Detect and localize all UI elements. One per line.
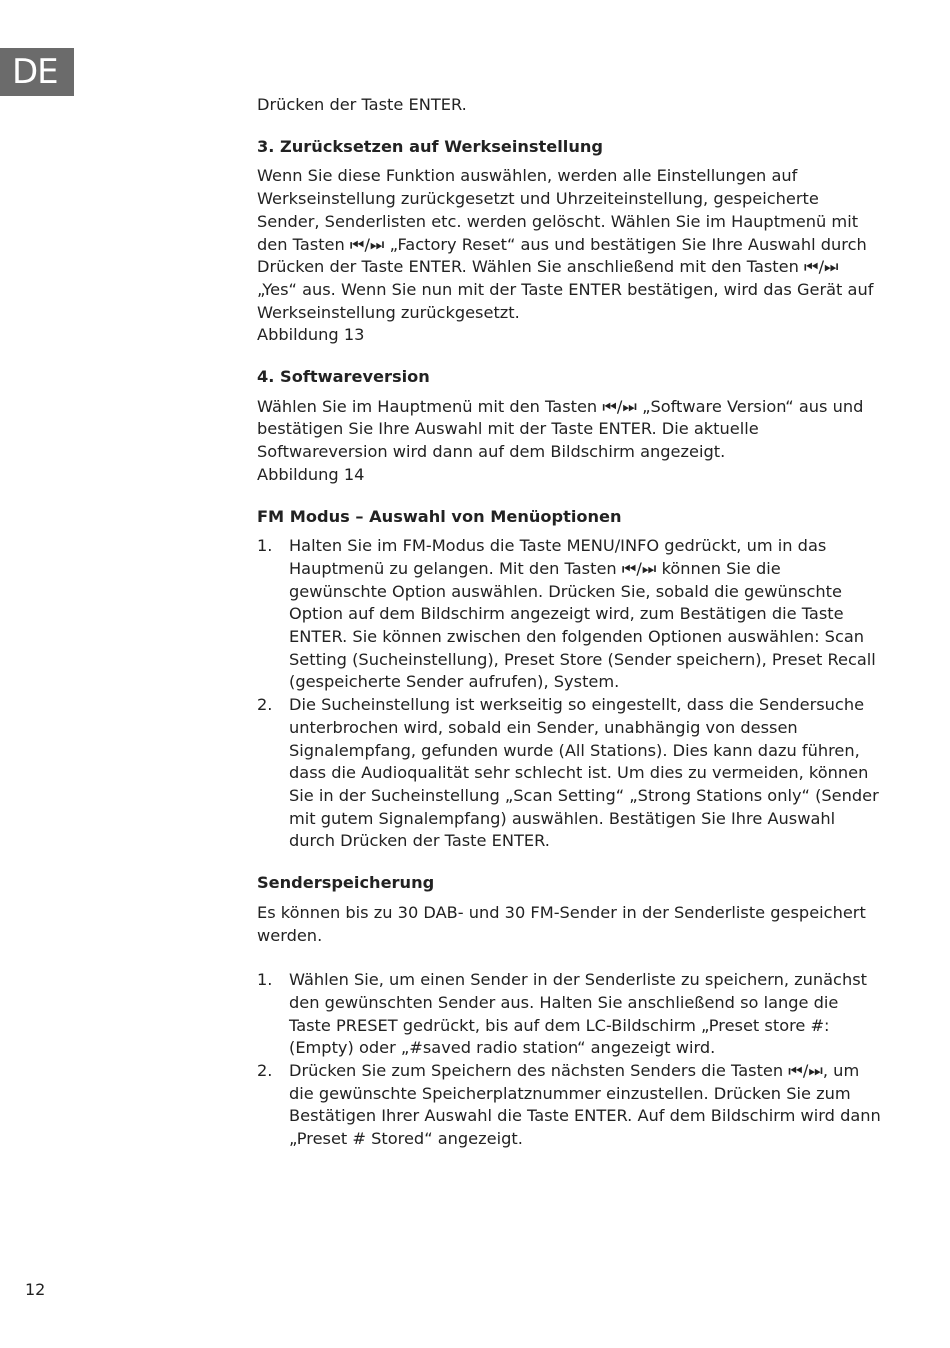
- list-item: [257, 694, 882, 853]
- section-3-body: Wenn Sie diese Funktion auswählen, werden alle Einstellungen auf Werkseinstellung zurückgesetzt und Uhrzeiteinstellung, gespeicherte Sender, Senderlisten etc. werden gelöscht. Wählen Sie im Hauptmenü mit den Tasten ⏮/⏭ „Factory Reset“ aus und bestätigen Sie Ihre Auswahl durch Drücken der Taste ENTER. Wählen Sie anschließend mit den Tasten ⏮/⏭ „Yes“ aus. Wenn Sie nun mit der Taste ENTER bestätigen, wird das Gerät auf Werkseinstellung zurückgesetzt.: [257, 166, 874, 322]
- language-tab: DE: [0, 48, 74, 96]
- fm-section-heading: FM Modus – Auswahl von Menüoptionen: [257, 506, 622, 526]
- list-item-text: Die Sucheinstellung ist werkseitig so eingestellt, dass die Sendersuche unterbrochen wird, sobald ein Sender, unabhängig von dessen Signalempfang, gefunden wurde (All Stations). Dies kann dazu führen, dass die Audioqualität sehr schlecht ist. Um dies zu vermeiden, können Sie in der Sucheinstellung „Scan Setting“ „Strong Stations only“ (Sender mit gutem Signalempfang) auswählen. Bestätigen Sie Ihre Auswahl durch Drücken der Taste ENTER.: [289, 695, 879, 851]
- preset-section-heading: Senderspeicherung: [257, 873, 435, 893]
- fm-steps-list: [257, 535, 882, 853]
- list-item: [257, 969, 882, 1060]
- section-3-heading: 3. Zurücksetzen auf Werkseinstellung: [257, 136, 603, 156]
- section-3-figure-ref: Abbildung 13: [257, 325, 365, 345]
- list-item-number: 1.: [257, 970, 273, 990]
- list-item: [257, 1060, 882, 1151]
- list-item-number: 2.: [257, 695, 273, 715]
- page-number: 12: [25, 1280, 46, 1299]
- intro-line: Drücken der Taste ENTER.: [257, 95, 467, 114]
- list-item: [257, 535, 882, 694]
- list-item-text: Drücken Sie zum Speichern des nächsten Senders die Tasten ⏮/⏭, um die gewünschte Speicherplatznummer einzustellen. Drücken Sie zum Bestätigen Ihrer Auswahl die Taste ENTER. Auf dem Bildschirm wird dann „Preset # Stored“ angezeigt.: [289, 1061, 881, 1149]
- section-4-heading: 4. Softwareversion: [257, 367, 430, 387]
- preset-steps-list: [257, 969, 882, 1151]
- list-item-text: Wählen Sie, um einen Sender in der Senderliste zu speichern, zunächst den gewünschten Sender aus. Halten Sie anschließend so lange die Taste PRESET gedrückt, bis auf dem LC-Bildschirm „Preset store #: (Empty) oder „#saved radio station“ angezeigt wird.: [289, 970, 867, 1058]
- page-content: [257, 94, 882, 1151]
- section-4-body: Wählen Sie im Hauptmenü mit den Tasten ⏮/⏭ „Software Version“ aus und bestätigen Sie Ihre Auswahl mit der Taste ENTER. Die aktuelle Softwareversion wird dann auf dem Bildschirm angezeigt.: [257, 396, 864, 462]
- list-item-number: 1.: [257, 536, 273, 556]
- section-4-figure-ref: Abbildung 14: [257, 464, 365, 484]
- list-item-text: Halten Sie im FM-Modus die Taste MENU/INFO gedrückt, um in das Hauptmenü zu gelangen. Mit den Tasten ⏮/⏭ können Sie die gewünschte Option auswählen. Drücken Sie, sobald die gewünschte Option auf dem Bildschirm angezeigt wird, zum Bestätigen die Taste ENTER. Sie können zwischen den folgenden Optionen auswählen: Scan Setting (Sucheinstellung), Preset Store (Sender speichern), Preset Recall (gespeicherte Sender aufrufen), System.: [289, 536, 876, 692]
- list-item-number: 2.: [257, 1061, 273, 1081]
- preset-section-body: Es können bis zu 30 DAB- und 30 FM-Sender in der Senderliste gespeichert werden.: [257, 902, 866, 945]
